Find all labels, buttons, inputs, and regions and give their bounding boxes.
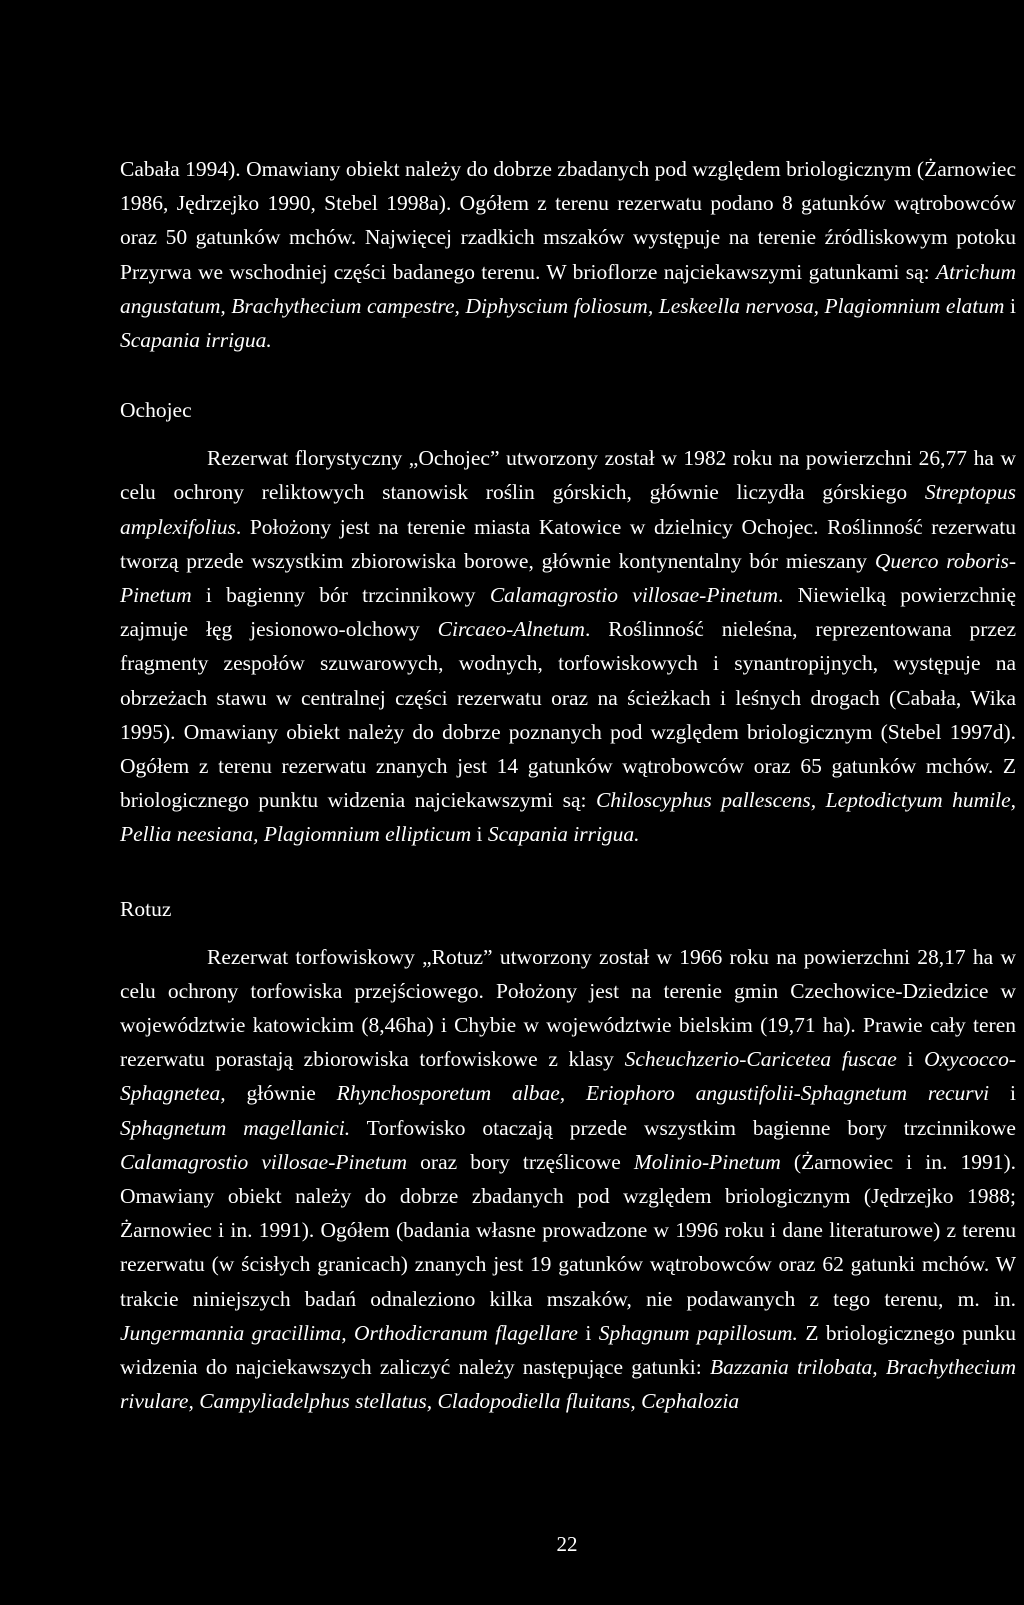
species-names: Streptopus amplexifolius (120, 480, 1016, 539)
text-run: i (1004, 293, 1016, 318)
text-run: . Położony jest na terenie miasta Katowice w dzielnicy Ochojec. Roślinność rezerwatu tworzą przede wszystkim zbiorowiska borowe, głównie kontynentalny bór mieszany (120, 514, 1016, 573)
species-names: Calamagrostio villosae-Pinetum (120, 1149, 408, 1174)
text-run: . Niewielką powierzchnię zajmuje łęg jesionowo-olchowy (120, 583, 1017, 642)
species-names: Scapania irrigua. (487, 822, 640, 847)
species-names: Scheuchzerio-Caricetea fuscae (624, 1047, 897, 1072)
document-page (120, 152, 1016, 1419)
text-run: Torfowisko otaczają przede wszystkim bagienne bory trzcinnikowe (350, 1115, 1016, 1140)
species-names: Circaeo-Alnetum (437, 617, 585, 642)
text-run: i (989, 1081, 1016, 1106)
species-names: Calamagrostio villosae-Pinetum (489, 583, 778, 608)
species-names: Oxycocco-Sphagnetea, (120, 1047, 1016, 1106)
species-names: Jungermannia gracillima, Orthodicranum flagellare (120, 1320, 578, 1345)
section-heading-rotuz: Rotuz (120, 896, 172, 921)
species-names: Atrichum angustatum, Brachythecium campestre, Diphyscium foliosum, Leskeella nervosa, Plagiomnium elatum (120, 259, 1016, 318)
species-names: Querco roboris-Pinetum (120, 548, 1016, 608)
text-run: Z briologicznego punku widzenia do najciekawszych zaliczyć należy następujące gatunki: (120, 1320, 1017, 1380)
text-run: . Roślinność nieleśna, reprezentowana przez fragmenty zespołów szuwarowych, wodnych, torfowiskowych i synantropijnych, występuje na obrzeżach stawu w centralnej części rezerwatu oraz na ścieżkach i leśnych drogach (Cabała, Wika 1995). Omawiany obiekt należy do dobrze poznanych pod względem briologicznym (Stebel 1997d). Ogółem z terenu rezerwatu znanych jest 14 gatunków wątrobowców oraz 65 gatunków mchów. Z briologicznego punktu widzenia najciekawszymi są: (120, 617, 1017, 813)
text-run: Cabała 1994). Omawiany obiekt należy do dobrze zbadanych pod względem briologicznym (Żarnowiec 1986, Jędrzejko 1990, Stebel 1998a). Ogółem z terenu rezerwatu podano 8 gatunków wątrobowców oraz 50 gatunków mchów. Najwięcej rzadkich mszaków występuje na terenie źródliskowym potoku Przyrwa we wschodniej części badanego terenu. W brioflorze najciekawszymi gatunkami są: (120, 157, 1016, 284)
species-names: Chiloscyphus pallescens, Leptodictyum humile, Pellia neesiana, Plagiomnium ellipticum (120, 788, 1017, 847)
paragraph-rotuz (120, 940, 1016, 1419)
paragraph-intro-continuation (120, 152, 1016, 357)
text-run: oraz bory trzęślicowe (407, 1149, 634, 1174)
section-heading-ochojec: Ochojec (120, 398, 192, 423)
species-names: Sphagnetum magellanici. (120, 1115, 351, 1140)
text-run: Rezerwat florystyczny „Ochojec” utworzony został w 1982 roku na powierzchni 26,77 ha w celu ochrony reliktowych stanowisk roślin górskich, głównie liczydła górskiego (120, 446, 1016, 505)
page-number: 22 (556, 1532, 578, 1556)
text-run: i (577, 1320, 599, 1345)
species-names: Sphagnum papillosum. (598, 1320, 798, 1345)
species-names: Rhynchosporetum albae, Eriophoro angustifolii-Sphagnetum recurvi (336, 1081, 990, 1106)
text-run: i (471, 822, 488, 847)
text-run: Rezerwat torfowiskowy „Rotuz” utworzony został w 1966 roku na powierzchni 28,17 ha w celu ochrony torfowiska przejściowego. Położony jest na terenie gmin Czechowice-Dziedzice w województwie katowickim (8,46ha) i Chybie w województwie bielskim (19,71 ha). Prawie cały teren rezerwatu porastają zbiorowiska torfowiskowe z klasy (120, 944, 1016, 1072)
text-run: i bagienny bór trzcinnikowy (191, 583, 490, 608)
species-names: Molinio-Pinetum (633, 1149, 781, 1174)
text-run: głównie (225, 1081, 337, 1106)
text-run: (Żarnowiec i in. 1991). Omawiany obiekt należy do dobrze zbadanych pod względem briologicznym (Jędrzejko 1988; Żarnowiec i in. 1991). Ogółem (badania własne prowadzone w 1996 roku i dane literaturowe) z terenu rezerwatu (w ścisłych granicach) znanych jest 19 gatunków wątrobowców oraz 62 gatunki mchów. W trakcie niniejszych badań odnaleziono kilka mszaków, nie podawanych z tego terenu, m. in. (120, 1149, 1017, 1311)
paragraph-ochojec (120, 441, 1016, 851)
text-run: i (896, 1047, 925, 1072)
species-names: Bazzania trilobata, Brachythecium rivulare, Campyliadelphus stellatus, Cladopodiella fluitans, Cephalozia (120, 1355, 1017, 1414)
species-names: Scapania irrigua. (120, 328, 272, 353)
